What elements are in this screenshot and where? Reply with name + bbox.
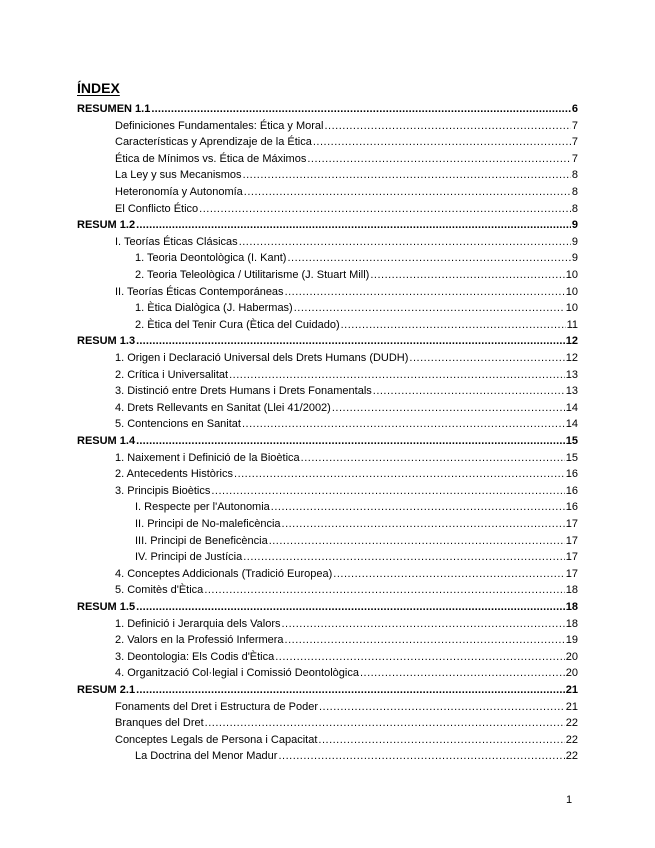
toc-entry[interactable] — [115, 350, 578, 367]
toc-entry-page: 13 — [565, 368, 578, 381]
toc-entry-label: El Conflicto Ético — [115, 202, 199, 215]
toc-entry-page: 19 — [565, 634, 578, 647]
dot-leader — [243, 549, 565, 566]
toc-entry[interactable] — [135, 300, 578, 317]
dot-leader — [294, 300, 565, 317]
dot-leader — [285, 632, 565, 649]
toc-entry-label: RESUM 1.5 — [77, 601, 136, 613]
toc-entry-page: 9 — [571, 252, 578, 265]
page-number: 1 — [566, 794, 573, 806]
toc-entry[interactable] — [115, 582, 578, 599]
toc-entry-label: 1. Origen i Declaració Universal dels Drets Humans (DUDH) — [115, 352, 409, 364]
toc-entry-label: 5. Comitès d'Ètica — [115, 584, 204, 597]
toc-entry-page: 10 — [565, 302, 578, 315]
toc-entry-label: 4. Organització Col·legial i Comissió Deontològica — [115, 667, 359, 680]
toc-entry-page: 14 — [565, 401, 578, 414]
index-title: ÍNDEX — [77, 80, 120, 96]
dot-leader — [205, 715, 565, 732]
toc-entry[interactable] — [115, 201, 578, 218]
toc-entry-page: 8 — [571, 169, 578, 182]
toc-entry-page: 21 — [565, 700, 578, 713]
toc-entry-label: RESUMEN 1.1 — [77, 103, 151, 115]
toc-section-heading[interactable] — [77, 599, 578, 616]
toc-entry[interactable] — [115, 632, 578, 649]
toc-entry-page: 17 — [565, 534, 578, 547]
dot-leader — [136, 217, 571, 234]
toc-entry-label: Definiciones Fundamentales: Ética y Moral — [115, 119, 324, 132]
toc-entry[interactable] — [135, 250, 578, 267]
toc-entry-label: II. Teorías Éticas Contemporáneas — [115, 285, 284, 298]
toc-entry-label: 1. Teoria Deontològica (I. Kant) — [135, 252, 287, 265]
toc-entry-page: 18 — [565, 617, 578, 630]
toc-entry[interactable] — [115, 649, 578, 666]
dot-leader — [204, 582, 564, 599]
toc-entry-label: La Doctrina del Menor Madur — [135, 750, 278, 763]
toc-section-heading[interactable] — [77, 333, 578, 350]
toc-entry-page: 17 — [565, 567, 578, 580]
dot-leader — [333, 566, 564, 583]
toc-entry-label: Conceptes Legals de Persona i Capacitat — [115, 733, 318, 746]
toc-entry[interactable] — [115, 234, 578, 251]
toc-entry-page: 16 — [565, 501, 578, 514]
toc-entry-page: 17 — [565, 518, 578, 530]
dot-leader — [136, 333, 565, 350]
toc-entry-page: 22 — [565, 717, 578, 730]
toc-entry-label: Fonaments del Dret i Estructura de Poder — [115, 700, 318, 713]
dot-leader — [244, 184, 571, 201]
toc-entry-page: 8 — [571, 186, 578, 198]
toc-entry-page: 13 — [565, 385, 578, 398]
dot-leader — [136, 433, 565, 450]
toc-entry[interactable] — [135, 317, 578, 334]
toc-entry[interactable] — [115, 367, 578, 384]
dot-leader — [271, 499, 565, 516]
dot-leader — [229, 367, 565, 384]
toc-section-heading[interactable] — [77, 433, 578, 450]
toc-entry-label: 2. Valors en la Professió Infermera — [115, 634, 284, 647]
toc-entry[interactable] — [135, 516, 578, 533]
toc-entry-page: 22 — [565, 750, 578, 763]
dot-leader — [136, 682, 565, 699]
toc-entry[interactable] — [115, 118, 578, 135]
toc-entry-page: 18 — [565, 584, 578, 597]
toc-entry-label: 2. Crítica i Universalitat — [115, 368, 229, 381]
toc-entry[interactable] — [115, 400, 578, 417]
toc-entry-label: 4. Drets Rellevants en Sanitat (Llei 41/2002) — [115, 401, 331, 414]
toc-entry[interactable] — [135, 748, 578, 765]
toc-entry[interactable] — [135, 499, 578, 516]
toc-entry-label: La Ley y sus Mecanismos — [115, 169, 242, 182]
toc-entry[interactable] — [115, 284, 578, 301]
toc-entry-page: 20 — [565, 667, 578, 680]
toc-entry[interactable] — [115, 715, 578, 732]
toc-entry-page: 16 — [565, 468, 578, 481]
toc-entry-label: IV. Principi de Justícia — [135, 551, 243, 564]
toc-entry-label: Heteronomía y Autonomía — [115, 186, 243, 198]
toc-entry-page: 18 — [565, 601, 578, 613]
toc-entry[interactable] — [115, 616, 578, 633]
toc-entry-label: RESUM 1.3 — [77, 335, 136, 348]
dot-leader — [287, 250, 570, 267]
dot-leader — [239, 234, 571, 251]
toc-entry[interactable] — [115, 184, 578, 201]
dot-leader — [281, 616, 564, 633]
toc-entry-label: 3. Principis Bioètics — [115, 484, 211, 497]
dot-leader — [269, 533, 565, 550]
toc-entry[interactable] — [115, 134, 578, 151]
toc-entry[interactable] — [115, 151, 578, 168]
dot-leader — [373, 383, 565, 400]
dot-leader — [285, 284, 565, 301]
toc-entry-label: 1. Ètica Dialògica (J. Habermas) — [135, 302, 293, 315]
toc-entry-page: 16 — [565, 484, 578, 497]
toc-entry-page: 21 — [565, 684, 578, 696]
dot-leader — [136, 599, 565, 616]
toc-entry[interactable] — [115, 732, 578, 749]
toc-entry-page: 22 — [565, 733, 578, 746]
toc-entry[interactable] — [135, 533, 578, 550]
toc-section-heading[interactable] — [77, 101, 578, 118]
toc-entry-label: 2. Ètica del Tenir Cura (Ètica del Cuidado) — [135, 318, 340, 331]
toc-entry-label: 3. Distinció entre Drets Humans i Drets Fonamentals — [115, 385, 372, 398]
dot-leader — [242, 416, 565, 433]
toc-entry[interactable] — [115, 416, 578, 433]
toc-entry-page: 7 — [571, 152, 578, 165]
toc-entry[interactable] — [115, 466, 578, 483]
toc-entry-page: 12 — [565, 352, 578, 364]
dot-leader — [370, 267, 564, 284]
dot-leader — [234, 466, 565, 483]
toc-entry-label: I. Respecte per l'Autonomia — [135, 501, 270, 514]
toc-entry[interactable] — [115, 665, 578, 682]
toc-entry-label: III. Principi de Beneficència — [135, 534, 268, 547]
toc-entry[interactable] — [115, 566, 578, 583]
toc-entry-page: 17 — [565, 551, 578, 564]
toc-entry-label: 5. Contencions en Sanitat — [115, 418, 241, 431]
toc-entry-page: 20 — [565, 650, 578, 663]
toc-entry[interactable] — [115, 167, 578, 184]
toc-entry-label: 2. Antecedents Històrics — [115, 468, 234, 481]
dot-leader — [409, 350, 564, 367]
dot-leader — [318, 732, 564, 749]
toc-entry-label: Branques del Dret — [115, 717, 204, 730]
dot-leader — [307, 151, 571, 168]
dot-leader — [301, 450, 565, 467]
toc-entry-page: 11 — [566, 318, 578, 331]
toc-entry-label: 1. Naixement i Definició de la Bioètica — [115, 451, 300, 464]
dot-leader — [243, 167, 571, 184]
toc-entry-page: 14 — [565, 418, 578, 431]
toc-entry-page: 7 — [571, 119, 578, 132]
toc-entry-page: 9 — [571, 235, 578, 248]
toc-entry-label: 4. Conceptes Addicionals (Tradició Europea) — [115, 567, 333, 580]
toc-entry-page: 12 — [565, 335, 578, 348]
dot-leader — [332, 400, 565, 417]
dot-leader — [275, 649, 565, 666]
toc-entry[interactable] — [115, 483, 578, 500]
toc-entry-label: 1. Definició i Jerarquia dels Valors — [115, 617, 281, 630]
dot-leader — [278, 748, 564, 765]
toc-entry-label: I. Teorías Éticas Clásicas — [115, 235, 238, 248]
dot-leader — [319, 699, 565, 716]
toc-entry[interactable] — [115, 699, 578, 716]
toc-entry-page: 15 — [565, 451, 578, 464]
toc-entry[interactable] — [135, 267, 578, 284]
toc-entry-label: 2. Teoria Teleològica / Utilitarisme (J. Stuart Mill) — [135, 269, 370, 281]
toc-entry-label: Ética de Mínimos vs. Ética de Máximos — [115, 152, 307, 165]
toc-entry-page: 9 — [571, 219, 578, 232]
toc-entry-page: 6 — [571, 103, 578, 115]
dot-leader — [199, 201, 571, 218]
toc-section-heading[interactable] — [77, 217, 578, 234]
toc-section-heading[interactable] — [77, 682, 578, 699]
toc-entry-page: 10 — [565, 269, 578, 281]
toc-entry-page: 15 — [565, 435, 578, 447]
toc-entry[interactable] — [115, 450, 578, 467]
dot-leader — [324, 118, 570, 135]
dot-leader — [360, 665, 565, 682]
toc-entry-page: 7 — [571, 136, 578, 149]
toc-entry-page: 8 — [571, 202, 578, 215]
toc-entry-page: 10 — [565, 285, 578, 298]
toc-entry-label: Características y Aprendizaje de la Ética — [115, 136, 312, 149]
toc-entry-label: RESUM 1.2 — [77, 219, 136, 232]
toc-entry-label: 3. Deontologia: Els Codis d'Ètica — [115, 650, 275, 663]
dot-leader — [211, 483, 564, 500]
dot-leader — [151, 101, 571, 118]
toc-entry[interactable] — [115, 383, 578, 400]
dot-leader — [313, 134, 571, 151]
dot-leader — [341, 317, 566, 334]
toc-entry[interactable] — [135, 549, 578, 566]
toc-entry-label: RESUM 2.1 — [77, 684, 136, 696]
toc-entry-label: II. Principi de No-maleficència — [135, 518, 281, 530]
dot-leader — [282, 516, 565, 533]
toc-entry-label: RESUM 1.4 — [77, 435, 136, 447]
